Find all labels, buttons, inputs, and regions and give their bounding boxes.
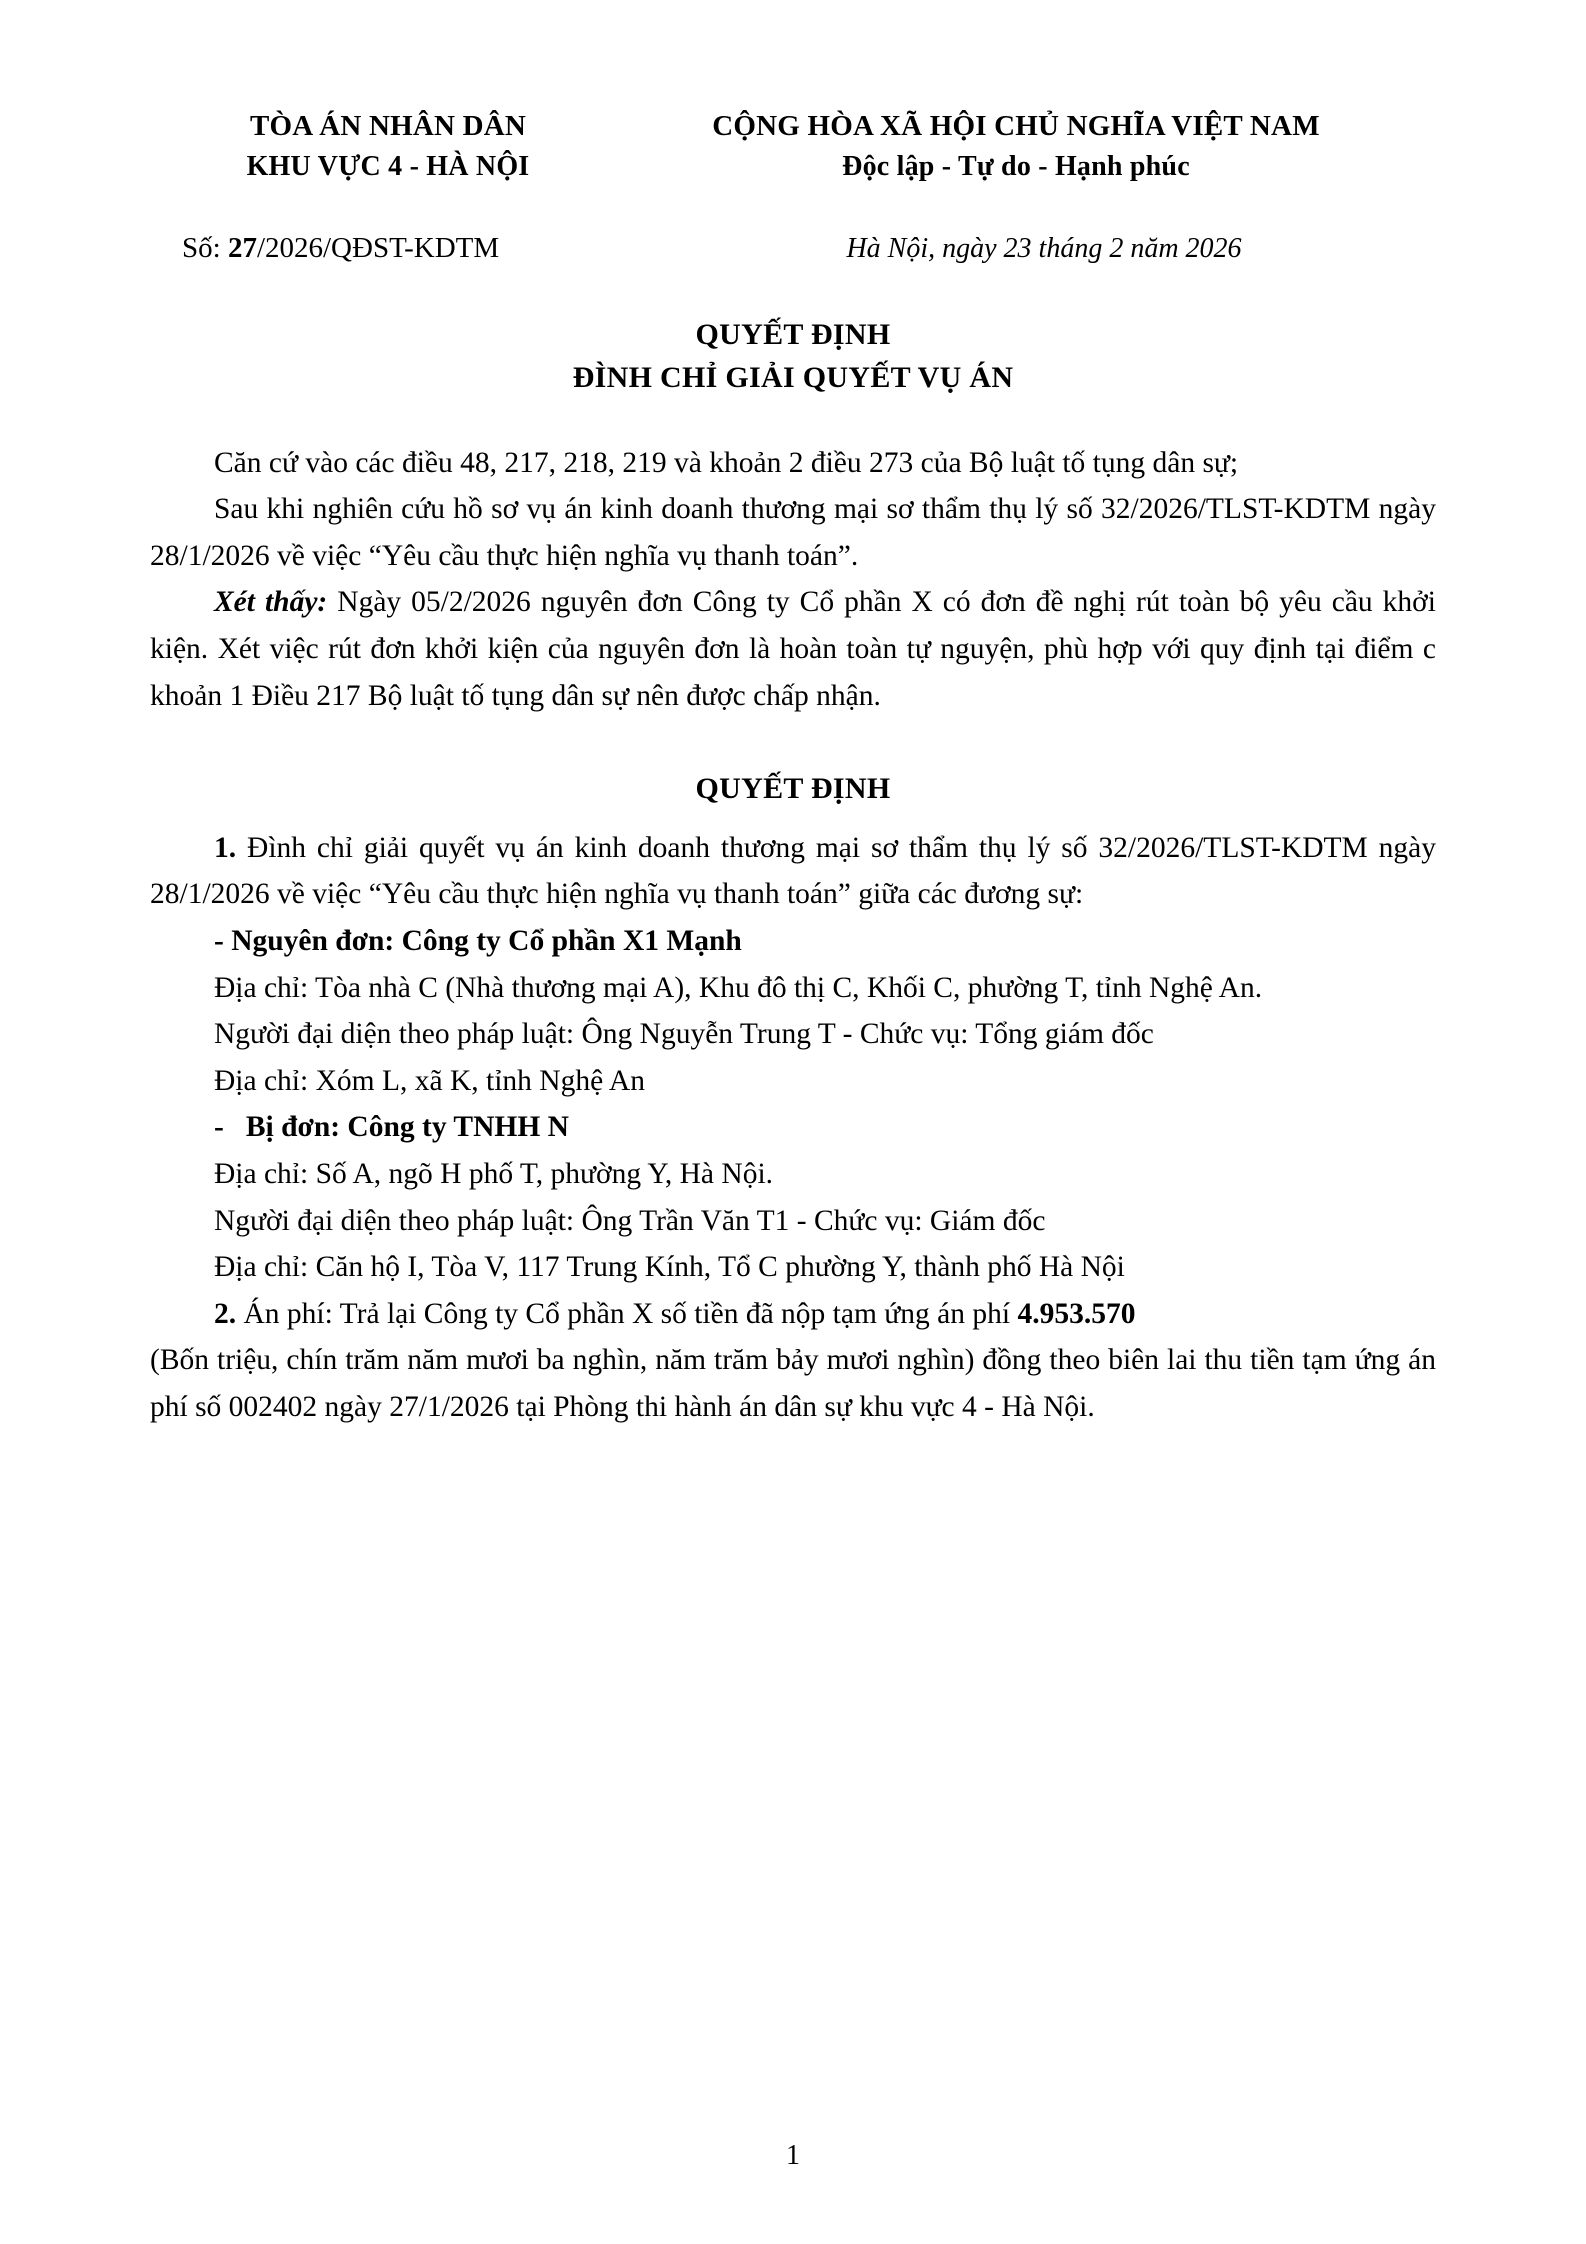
court-name-line1: TÒA ÁN NHÂN DÂN <box>249 110 527 142</box>
national-motto-block <box>588 105 1436 188</box>
page-number: 1 <box>786 2140 800 2171</box>
defendant-label <box>150 1104 1436 1151</box>
defendant-address: Địa chỉ: Số A, ngõ H phố T, phường Y, Hà Nội. <box>214 1157 774 1190</box>
document-subheader <box>150 232 1436 265</box>
document-title-line1: QUYẾT ĐỊNH <box>695 317 891 351</box>
national-motto: Độc lập - Tự do - Hạnh phúc <box>842 151 1190 183</box>
plaintiff-label: - Nguyên đơn: Công ty Cổ phần X1 Mạnh <box>214 924 742 957</box>
document-title-block <box>150 313 1436 400</box>
plaintiff-address: Địa chỉ: Tòa nhà C (Nhà thương mại A), Khu đô thị C, Khối C, phường T, tỉnh Nghệ An. <box>214 971 1263 1004</box>
plaintiff-representative: Người đại diện theo pháp luật: Ông Nguyễn Trung T - Chức vụ: Tổng giám đốc <box>214 1018 1154 1051</box>
decision-item-1-text: Đình chỉ giải quyết vụ án kinh doanh thương mại sơ thẩm thụ lý số 32/2026/TLST-KDTM ngày 28/1/2026 về việc “Yêu cầu thực hiện nghĩa vụ thanh toán” giữa các đương sự: <box>150 831 1436 911</box>
defendant-representative: Người đại diện theo pháp luật: Ông Trần Văn T1 - Chức vụ: Giám đốc <box>214 1204 1046 1237</box>
court-fee-amount: 4.953.570 <box>1017 1297 1136 1330</box>
decision-item-2-number: 2. <box>214 1297 237 1330</box>
paragraph-legal-basis: Căn cứ vào các điều 48, 217, 218, 219 và khoản 2 điều 273 của Bộ luật tố tụng dân sự; <box>214 446 1239 479</box>
decision-item-2-text-part1: Án phí: Trả lại Công ty Cổ phần X số tiền đã nộp tạm ứng án phí <box>236 1297 1018 1330</box>
place-and-date: Hà Nội, ngày 23 tháng 2 năm 2026 <box>846 232 1242 264</box>
decision-heading: QUYẾT ĐỊNH <box>695 772 891 806</box>
findings-label: Xét thấy: <box>214 586 328 619</box>
document-number-value: 27 <box>227 231 257 264</box>
paragraph-case-review: Sau khi nghiên cứu hồ sơ vụ án kinh doanh thương mại sơ thẩm thụ lý số 32/2026/TLST-KDTM ngày 28/1/2026 về việc “Yêu cầu thực hiện nghĩa vụ thanh toán”. <box>150 493 1436 572</box>
national-title: CỘNG HÒA XÃ HỘI CHỦ NGHĨA VIỆT NAM <box>712 110 1320 142</box>
defendant-representative-address: Địa chỉ: Căn hộ I, Tòa V, 117 Trung Kính, Tổ C phường Y, thành phố Hà Nội <box>214 1251 1125 1284</box>
defendant-label-text: Bị đơn: Công ty TNHH N <box>245 1111 569 1144</box>
document-title-line2: ĐÌNH CHỈ GIẢI QUYẾT VỤ ÁN <box>572 361 1014 395</box>
findings-text: Ngày 05/2/2026 nguyên đơn Công ty Cổ phần X có đơn đề nghị rút toàn bộ yêu cầu khởi kiện. Xét việc rút đơn khởi kiện của nguyên đơn là hoàn toàn tự nguyện, phù hợp với quy định tại điểm c khoản 1 Điều 217 Bộ luật tố tụng dân sự nên được chấp nhận. <box>150 586 1436 712</box>
document-body <box>150 440 1436 1431</box>
document-number <box>150 232 612 265</box>
court-name-line2: KHU VỰC 4 - HÀ NỘI <box>246 151 530 183</box>
decision-item-1-number: 1. <box>214 831 237 864</box>
decision-item-1 <box>150 825 1436 918</box>
document-number-suffix: /2026/QĐST-KDTM <box>256 231 500 264</box>
defendant-dash: - <box>214 1111 224 1144</box>
document-number-prefix: Số: <box>182 231 228 264</box>
court-name-block <box>150 105 588 188</box>
paragraph-findings <box>150 579 1436 719</box>
decision-item-2-continued: (Bốn triệu, chín trăm năm mươi ba nghìn, năm trăm bảy mươi nghìn) đồng theo biên lai thu tiền tạm ứng án phí số 002402 ngày 27/1/2026 tại Phòng thi hành án dân sự khu vực 4 - Hà Nội. <box>150 1344 1436 1423</box>
document-header <box>150 105 1436 188</box>
plaintiff-representative-address: Địa chỉ: Xóm L, xã K, tỉnh Nghệ An <box>214 1064 645 1097</box>
decision-item-2 <box>150 1291 1436 1338</box>
